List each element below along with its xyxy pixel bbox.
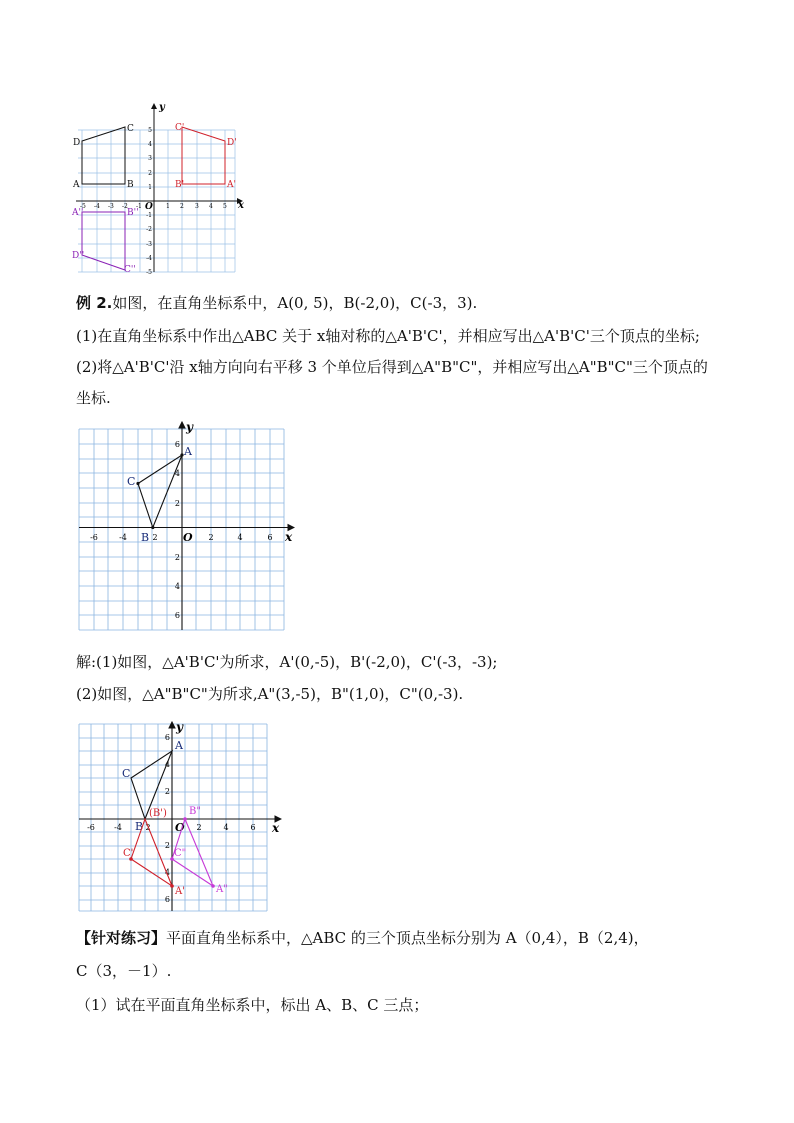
figure-3-label-b-prime: (B') — [149, 808, 167, 819]
figure-3-y-tick: 4 — [164, 868, 170, 877]
practice-line-1: 平面直角坐标系中，△ABC 的三个顶点坐标分别为 A（0,4），B（2,4)， — [166, 929, 649, 947]
practice-statement — [76, 928, 649, 948]
figure-3-gridlines — [79, 724, 267, 911]
figure-1-label-b-prime: B' — [175, 180, 185, 190]
figure-3-y-tick: 2 — [164, 841, 170, 850]
figure-1-purple-labels — [71, 208, 139, 275]
figure-1-x-tick: 5 — [223, 203, 227, 210]
figure-3-y-tick: 6 — [164, 895, 170, 904]
figure-1-label-b: B — [127, 180, 134, 190]
example-2-heading: 例 2. — [76, 294, 113, 312]
figure-1-y-tick: -5 — [146, 269, 152, 276]
figure-2-x-tick: 4 — [237, 533, 243, 542]
figure-2-y-label: y — [186, 420, 193, 434]
practice-line-2: C（3，－1）. — [76, 962, 172, 980]
figure-2-coordinate-grid — [78, 420, 298, 635]
figure-3-x-label: x — [272, 821, 280, 835]
figure-1-y-tick: -4 — [146, 255, 152, 262]
figure-1-x-label: x — [238, 200, 244, 211]
figure-3-origin-label: O — [175, 821, 185, 834]
figure-2-y-tick: 2 — [174, 553, 180, 562]
figure-1-y-tick: 1 — [148, 184, 152, 191]
figure-1-y-tick: 2 — [148, 170, 152, 177]
figure-1-y-tick: -1 — [146, 212, 152, 219]
figure-2-vertex-labels — [127, 445, 193, 544]
figure-2-y-tick: 4 — [174, 582, 180, 591]
figure-1-y-tick: -2 — [146, 226, 152, 233]
figure-1-label-c: C — [127, 124, 134, 134]
figure-3-x-tick: 6 — [250, 823, 256, 832]
figure-3-point-a-prime — [170, 884, 174, 888]
figure-1-label-a-dprime: A'' — [72, 208, 84, 218]
figure-2-x-tick: 6 — [267, 533, 273, 542]
figure-1-y-tick: 4 — [148, 141, 152, 148]
figure-2-x-tick: 2 — [152, 533, 158, 542]
figure-3-label-b-dprime: B" — [189, 806, 201, 817]
figure-2-svg — [78, 420, 298, 635]
practice-line-3: （1）试在平面直角坐标系中，标出 A、B、C 三点； — [76, 996, 429, 1014]
figure-1-svg — [70, 100, 250, 275]
figure-2-x-tick: -6 — [90, 533, 98, 542]
figure-2-origin-label: O — [183, 531, 193, 544]
figure-2-x-tick: -4 — [119, 533, 127, 542]
figure-2-y-tick: 6 — [174, 440, 180, 449]
figure-1-y-tick: 5 — [148, 127, 152, 134]
figure-1-y-tick: -3 — [146, 241, 152, 248]
figure-1-x-tick: -5 — [80, 203, 86, 210]
solution-line-2: (2)如图，△A"B"C"为所求,A"(3,-5)，B"(1,0)，C"(0,-3). — [76, 685, 464, 703]
figure-1-label-b-dprime: B'' — [127, 208, 139, 218]
figure-1-label-a-prime: A' — [227, 180, 236, 190]
figure-3-x-tick: -6 — [87, 823, 95, 832]
figure-3-x-ticks — [87, 823, 255, 832]
example-2-line-4: 坐标. — [76, 389, 111, 407]
figure-2-x-label: x — [285, 530, 293, 544]
figure-2-y-tick: 2 — [174, 499, 180, 508]
figure-1-x-tick: 3 — [195, 203, 199, 210]
example-2-line-2: (1)在直角坐标系中作出△ABC 关于 x轴对称的△A'B'C'，并相应写出△A'B'C'三个顶点的坐标; — [76, 327, 700, 345]
figure-3-label-c-dprime: C" — [174, 848, 187, 859]
figure-3-point-b-dprime — [183, 817, 187, 821]
figure-2-x-tick: 2 — [208, 533, 214, 542]
figure-1-label-a: A — [73, 180, 80, 190]
figure-2-x-ticks — [90, 533, 272, 542]
figure-3-point-a-dprime — [211, 884, 215, 888]
figure-3-y-tick: 4 — [164, 760, 170, 769]
figure-1-coordinate-grid — [70, 100, 250, 275]
figure-3-label-a-prime: A' — [175, 886, 185, 897]
figure-1-x-tick: -1 — [136, 203, 142, 210]
figure-3-y-tick: 6 — [164, 733, 170, 742]
figure-2-point-b — [151, 526, 154, 529]
example-2-line-3: (2)将△A'B'C'沿 x轴方向向右平移 3 个单位后得到△A"B"C"，并相应写出△A"B"C"三个顶点的 — [76, 358, 708, 376]
figure-1-x-tick: 2 — [180, 203, 184, 210]
figure-3-x-tick: -4 — [114, 823, 122, 832]
figure-3-label-c-prime: C' — [123, 848, 134, 859]
figure-1-black-quad — [82, 127, 125, 184]
figure-1-label-c-dprime: C'' — [124, 265, 136, 275]
figure-3-svg — [78, 722, 288, 914]
figure-1-label-d-dprime: D'' — [72, 251, 85, 261]
example-2-statement — [76, 293, 477, 313]
figure-1-x-tick: -3 — [108, 203, 114, 210]
figure-3-x-tick: 4 — [223, 823, 229, 832]
figure-2-y-tick: 6 — [174, 611, 180, 620]
figure-2-point-c — [136, 482, 139, 485]
figure-3-coordinate-grid — [78, 722, 288, 914]
figure-1-x-tick: 4 — [209, 203, 213, 210]
figure-1-y-label: y — [159, 102, 165, 113]
example-2-line-1: 如图，在直角坐标系中，A(0, 5)，B(-2,0)，C(-3，3). — [112, 294, 478, 312]
figure-1-label-d: D — [73, 138, 81, 148]
figure-3-label-a: A — [175, 739, 183, 752]
figure-1-label-c-prime: C' — [175, 123, 185, 133]
figure-2-y-tick: 4 — [174, 469, 180, 478]
figure-3-label-b: B — [135, 820, 144, 833]
figure-2-label-a: A — [184, 445, 192, 458]
figure-1-x-tick: -2 — [122, 203, 128, 210]
figure-3-label-a-dprime: A" — [216, 884, 228, 895]
figure-1-red-quad — [182, 127, 225, 184]
figure-1-y-tick: 3 — [148, 155, 152, 162]
figure-2-label-c: C — [127, 475, 136, 488]
figure-3-y-label: y — [176, 720, 183, 734]
figure-3-label-c: C — [122, 767, 131, 780]
figure-1-purple-quad — [82, 212, 125, 270]
solution-line-1: 解:(1)如图，△A'B'C'为所求，A'(0,-5)，B'(-2,0)，C'(-3，-3); — [76, 653, 498, 671]
figure-3-y-tick: 2 — [164, 787, 170, 796]
figure-1-label-d-prime: D' — [227, 138, 237, 148]
practice-tag: 【针对练习】 — [76, 929, 167, 947]
figure-1-x-tick: 1 — [166, 203, 170, 210]
figure-1-x-tick: -4 — [94, 203, 100, 210]
figure-2-label-b: B — [141, 531, 150, 544]
figure-1-origin-label: O — [145, 202, 153, 212]
figure-3-x-tick: 2 — [145, 823, 151, 832]
figure-1-red-labels — [175, 123, 237, 190]
figure-3-x-tick: 2 — [196, 823, 202, 832]
